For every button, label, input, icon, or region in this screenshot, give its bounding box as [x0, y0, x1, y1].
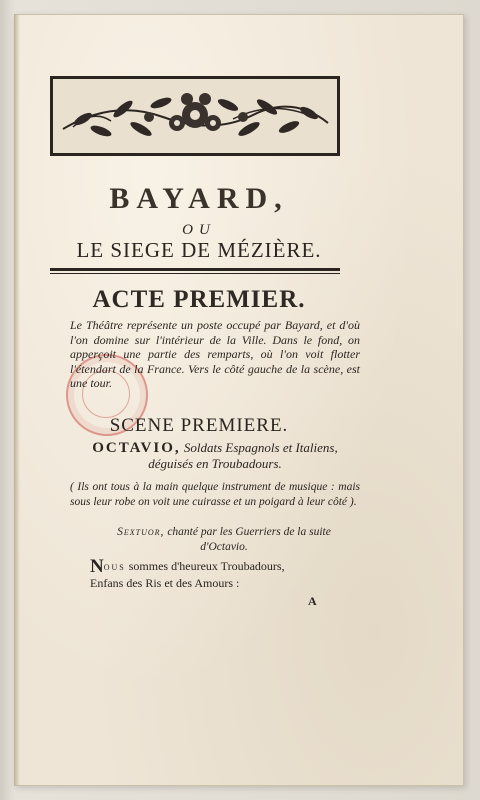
sextuor-note	[94, 525, 354, 554]
verse-line-1	[90, 558, 360, 575]
scene-heading: SCENE PREMIERE.	[109, 415, 289, 436]
verse-first-word: ous	[103, 559, 126, 573]
character-description: Soldats Espagnols et Italiens, déguisés en Troubadours.	[148, 440, 338, 471]
floral-ornament-icon	[50, 76, 340, 156]
character-name: OCTAVIO,	[92, 440, 181, 456]
verse-block	[90, 558, 360, 591]
verse-line-2: Enfans des Ris et des Amours :	[90, 576, 240, 590]
title-conjunction: OU	[182, 222, 216, 238]
verse-initial: N	[90, 556, 104, 577]
sextuor-label: Sextuor,	[117, 526, 165, 538]
scene-characters	[70, 440, 360, 472]
stage-direction: ( Ils ont tous à la main quelque instrument de musique : mais sous leur robe on voit une cuirasse et un poigard à leur côté ).	[70, 481, 360, 508]
act-heading: ACTE PREMIER.	[92, 286, 306, 313]
page-edge-shadow	[14, 14, 20, 786]
sextuor-text: chanté par les Guerriers de la suite d'Octavio.	[164, 526, 331, 553]
play-title: BAYARD,	[109, 182, 289, 215]
signature-mark: A	[308, 594, 317, 608]
play-subtitle: LE SIEGE DE MÉZIÈRE.	[76, 238, 322, 262]
title-divider	[50, 268, 340, 274]
act-description: Le Théâtre représente un poste occupé par Bayard, et d'où l'on domine sur l'intérieur de la Ville. Dans le fond, on apperçoit une partie des remparts, où l'on voit flotter l'étendart de la France. Vers le côté gauche de la scène, est une tour.	[70, 318, 360, 390]
verse-line-1-text: sommes d'heureux Troubadours,	[125, 559, 285, 573]
document-page	[14, 14, 464, 786]
